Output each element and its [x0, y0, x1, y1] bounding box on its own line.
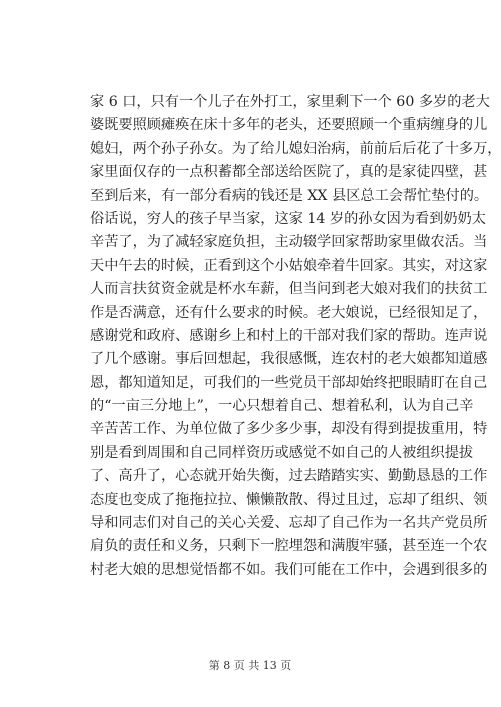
page-number-footer: 第 8 页 共 13 页 — [208, 659, 292, 672]
text-line: 人而言扶贫资金就是杯水车薪，但当问到老大娘对我们的扶贫工 — [90, 281, 488, 298]
text-line: 婆既要照顾瘫痪在床十多年的老头，还要照顾一个重病缠身的儿 — [90, 117, 488, 134]
text-line: 至到后来，有一部分看病的钱还是 XX 县区总工会帮忙垫付的。 — [90, 187, 489, 204]
text-line: 态度也变成了拖拖拉拉、懒懒散散、得过且过，忘却了组织、领 — [90, 491, 488, 508]
text-line: 辛苦苦工作、为单位做了多少多少事，却没有得到提拔重用，特 — [90, 421, 488, 438]
text-line: 天中午去的时候，正看到这个小姑娘牵着牛回家。其实，对这家 — [90, 257, 488, 274]
text-line: 了、高升了，心态就开始失衡，过去踏踏实实、勤勤恳恳的工作 — [90, 468, 488, 485]
text-line: 肩负的责任和义务，只剩下一腔埋怨和满腹牢骚，甚至连一个农 — [90, 538, 488, 555]
text-line: 媳妇，两个孙子孙女。为了给儿媳妇治病，前前后后花了十多万， — [90, 140, 501, 157]
text-line: 家 6 口，只有一个儿子在外打工，家里剩下一个 60 多岁的老大 — [90, 94, 490, 110]
text-line: 作是否满意，还有什么要求的时候。老大娘说，已经很知足了， — [90, 304, 488, 321]
text-line: 村老大娘的思想觉悟都不如。我们可能在工作中，会遇到很多的 — [90, 561, 488, 578]
text-line: 俗话说，穷人的孩子早当家，这家 14 岁的孙女因为看到奶奶太 — [90, 210, 486, 227]
text-line: 辛苦了，为了减轻家庭负担，主动辍学回家帮助家里做农活。当 — [90, 234, 488, 251]
text-line: 别是看到周围和自己同样资历或感觉不如自己的人被组织提拔 — [90, 444, 474, 461]
text-line: 的“一亩三分地上”，一心只想着自己、想着私利，认为自己辛 — [90, 398, 474, 415]
text-line: 感谢党和政府、感谢乡上和村上的干部对我们家的帮助。连声说 — [90, 327, 488, 344]
text-line: 了几个感谢。事后回想起，我很感慨，连农村的老大娘都知道感 — [90, 351, 488, 368]
text-line: 导和同志们对自己的关心关爱、忘却了自己作为一名共产党员所 — [90, 515, 488, 532]
text-line: 恩，都知道知足，可我们的一些党员干部却始终把眼睛盯在自己 — [90, 374, 488, 391]
text-line: 家里面仅存的一点积蓄都全部送给医院了，真的是家徒四壁，甚 — [90, 164, 488, 181]
body-text — [90, 91, 501, 582]
